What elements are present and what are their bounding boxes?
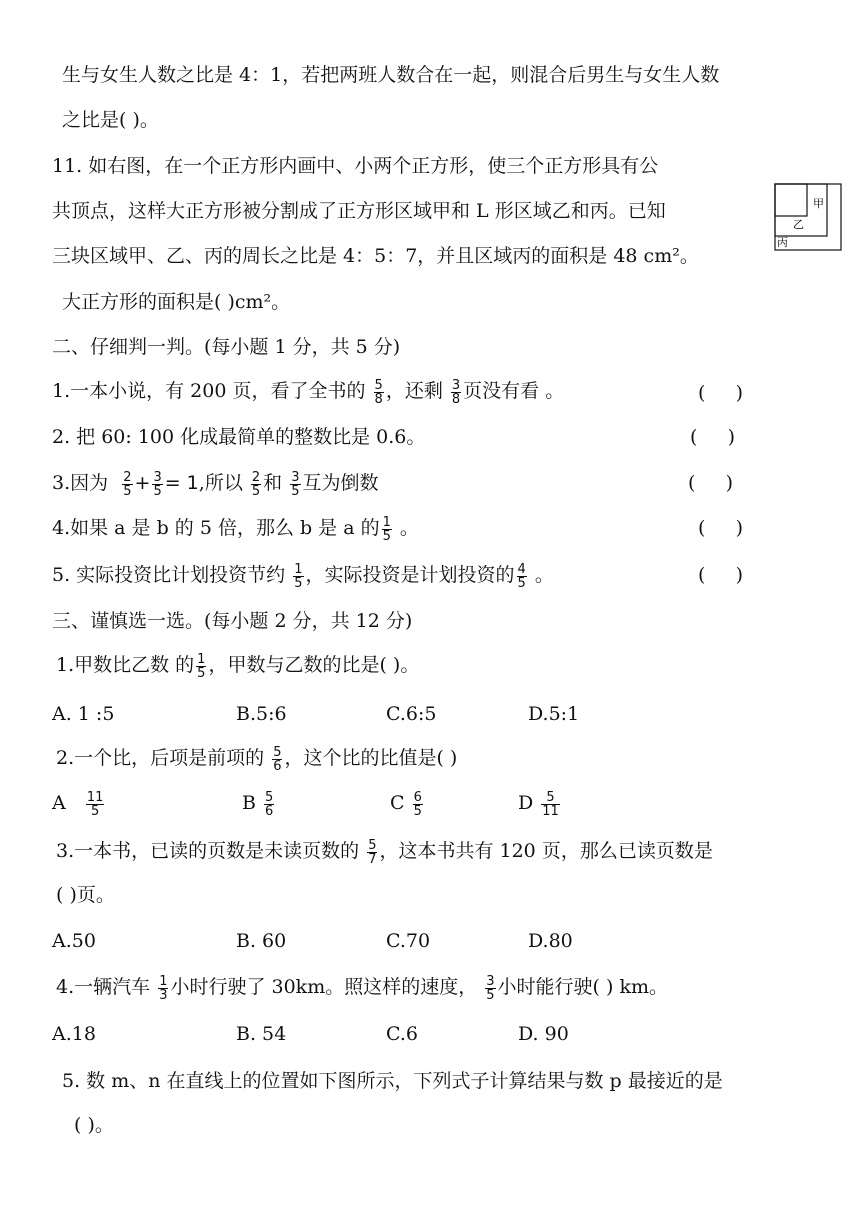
q11-line-2: 共顶点，这样大正方形被分割成了正方形区域甲和 L 形区域乙和丙。已知	[52, 200, 666, 222]
choice-q2: 2.一个比，后项是前项的 $\frac{5}{6}$ ，这个比的比值是( )	[56, 744, 458, 774]
q3-option-b[interactable]: B. 60	[236, 930, 287, 952]
fraction: $\frac{2}{5}$	[123, 469, 132, 499]
fraction: $\frac{5}{8}$	[374, 377, 383, 407]
fraction: $\frac{5}{6}$	[265, 789, 274, 819]
judge-item-2: 2. 把 60: 100 化成最简单的整数比是 0.6。	[52, 426, 426, 448]
q1-option-c[interactable]: C.6:5	[386, 703, 437, 725]
judge-item-3: 3.因为 $\frac{2}{5}$ + $\frac{3}{5}$ = 1,所以 $\frac{2}{5}$ 和 $\frac{3}{5}$ 互为倒数	[52, 469, 379, 499]
choice-q3-line-2: ( )页。	[56, 884, 115, 906]
section3-title: 三、谨慎选一选。(每小题 2 分，共 12 分)	[52, 610, 413, 632]
q3-option-a[interactable]: A.50	[52, 930, 96, 952]
region-jia-label: 甲	[813, 197, 824, 210]
fraction: $\frac{3}{5}$	[153, 469, 162, 499]
fraction: $\frac{11}{5}$	[86, 789, 104, 819]
judge-answer-4[interactable]: ( )	[698, 517, 744, 539]
judge-item-5: 5. 实际投资比计划投资节约 $\frac{1}{5}$ ，实际投资是计划投资的 $\frac{4}{5}$ 。	[52, 561, 554, 591]
q4-option-b[interactable]: B. 54	[236, 1023, 287, 1045]
choice-q1: 1.甲数比乙数 的 $\frac{1}{5}$ ，甲数与乙数的比是( )。	[56, 651, 420, 681]
judge-answer-1[interactable]: ( )	[698, 382, 744, 404]
fraction: $\frac{3}{5}$	[291, 469, 300, 499]
q3-option-d[interactable]: D.80	[528, 930, 573, 952]
q1-option-b[interactable]: B.5:6	[236, 703, 287, 725]
choice-q5: 5. 数 m、n 在直线上的位置如下图所示，下列式子计算结果与数 p 最接近的是	[62, 1070, 723, 1092]
q2-option-a[interactable]: A $\frac{11}{5}$	[52, 789, 104, 819]
fraction: $\frac{6}{5}$	[413, 789, 422, 819]
choice-q3: 3.一本书，已读的页数是未读页数的 $\frac{5}{7}$ ，这本书共有 120 页，那么已读页数是	[56, 837, 713, 867]
q2-option-c[interactable]: C $\frac{6}{5}$	[390, 789, 422, 819]
section2-title: 二、仔细判一判。(每小题 1 分，共 5 分)	[52, 336, 401, 358]
q1-option-a[interactable]: A. 1 :5	[52, 703, 115, 725]
fraction: $\frac{5}{6}$	[273, 744, 282, 774]
q4-option-a[interactable]: A.18	[52, 1023, 96, 1045]
judge-item-1: 1.一本小说，有 200 页，看了全书的 $\frac{5}{8}$ ，还剩 $\frac{3}{8}$ 页没有看 。	[52, 377, 565, 407]
fraction: $\frac{5}{7}$	[368, 837, 377, 867]
judge-answer-5[interactable]: ( )	[698, 564, 744, 586]
q11-line-3: 三块区域甲、乙、丙的周长之比是 4：5：7，并且区域丙的面积是 48 cm²。	[52, 245, 699, 267]
fraction: $\frac{3}{5}$	[486, 973, 495, 1003]
q11-line-4: 大正方形的面积是( )cm²。	[62, 291, 291, 313]
judge-answer-2[interactable]: ( )	[690, 426, 736, 448]
judge-answer-3[interactable]: ( )	[688, 472, 734, 494]
fraction: $\frac{5}{11}$	[542, 789, 559, 819]
q4-option-d[interactable]: D. 90	[518, 1023, 569, 1045]
q4-option-c[interactable]: C.6	[386, 1023, 418, 1045]
q11-line-1: 11. 如右图，在一个正方形内画中、小两个正方形，使三个正方形具有公	[52, 155, 659, 177]
fraction: $\frac{4}{5}$	[517, 561, 526, 591]
q10-line-1: 生与女生人数之比是 4：1，若把两班人数合在一起，则混合后男生与女生人数	[62, 64, 720, 86]
judge-item-4: 4.如果 a 是 b 的 5 倍，那么 b 是 a 的 $\frac{1}{5}$ 。	[52, 514, 419, 544]
choice-q4: 4.一辆汽车 $\frac{1}{3}$ 小时行驶了 30km。照这样的速度， $\frac{3}{5}$ 小时能行驶( ) km。	[56, 973, 668, 1003]
nested-squares-figure	[774, 183, 844, 251]
q10-line-2: 之比是( )。	[62, 109, 159, 131]
q3-option-c[interactable]: C.70	[386, 930, 431, 952]
fraction: $\frac{2}{5}$	[251, 469, 261, 499]
fraction: $\frac{1}{5}$	[382, 514, 391, 544]
fraction: $\frac{3}{8}$	[451, 377, 461, 407]
region-yi-label: 乙	[793, 218, 804, 231]
fraction: $\frac{1}{5}$	[197, 651, 206, 681]
fraction: $\frac{1}{3}$	[159, 973, 168, 1003]
choice-q5-line-2: ( )。	[74, 1114, 114, 1136]
q2-option-b[interactable]: B $\frac{5}{6}$	[242, 789, 274, 819]
region-bing-label: 丙	[777, 236, 788, 249]
fraction: $\frac{1}{5}$	[294, 561, 303, 591]
q2-option-d[interactable]: D $\frac{5}{11}$	[518, 789, 559, 819]
q1-option-d[interactable]: D.5:1	[528, 703, 580, 725]
